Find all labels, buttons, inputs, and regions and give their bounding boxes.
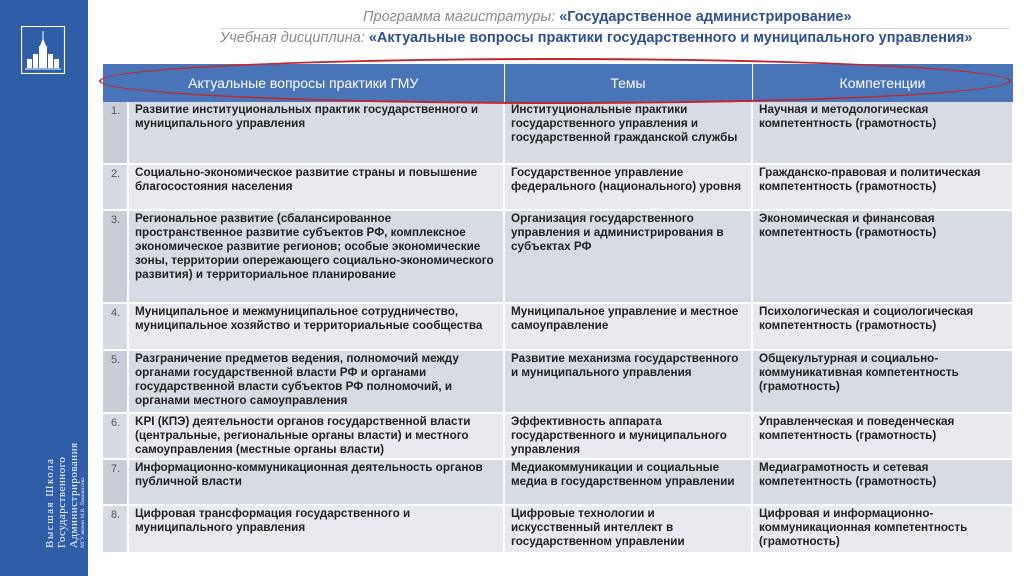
row-issue: Цифровая трансформация государственного и муниципального управления	[128, 505, 504, 553]
row-competence: Психологическая и социологическая компетентность (грамотность)	[752, 303, 1013, 350]
competence-table	[103, 64, 1014, 554]
school-line-3: Администрирования	[68, 442, 80, 548]
row-competence: Медиаграмотность и сетевая компетентность (грамотность)	[752, 459, 1013, 505]
school-name-vertical	[44, 428, 87, 548]
row-competence: Цифровая и информационно-коммуникационная компетентность (грамотность)	[752, 505, 1013, 553]
school-line-2: Государственного	[56, 456, 68, 548]
row-issue: Информационно-коммуникационная деятельность органов публичной власти	[128, 459, 504, 505]
discipline-name: «Актуальные вопросы практики государственного и муниципального управления»	[368, 30, 973, 46]
row-number: 8.	[103, 505, 128, 553]
table-row	[103, 413, 1013, 459]
row-issue: KPI (КПЭ) деятельности органов государственной власти (центральные, региональные органы власти) и местного самоуправления (местные органы власти)	[128, 413, 504, 459]
table-row	[103, 102, 1013, 164]
row-number: 2.	[103, 164, 128, 210]
row-competence: Экономическая и финансовая компетентность (грамотность)	[752, 210, 1013, 303]
program-title	[220, 9, 1010, 25]
row-number: 5.	[103, 350, 128, 413]
row-competence: Научная и методологическая компетентность (грамотность)	[752, 102, 1013, 164]
row-topic: Государственное управление федерального (национального) уровня	[504, 164, 752, 210]
header-competences: Компетенции	[752, 64, 1013, 102]
table-row	[103, 303, 1013, 350]
program-prefix: Программа магистратуры:	[363, 9, 560, 25]
row-competence: Управленческая и поведенческая компетентность (грамотность)	[752, 413, 1013, 459]
row-topic: Организация государственного управления и администрирования в субъектах РФ	[504, 210, 752, 303]
header-topics: Темы	[504, 64, 752, 102]
row-topic: Муниципальное управление и местное самоуправление	[504, 303, 752, 350]
sidebar	[0, 0, 88, 576]
row-issue: Развитие институциональных практик государственного и муниципального управления	[128, 102, 504, 164]
school-line-1: Высшая Школа	[44, 457, 56, 548]
row-number: 6.	[103, 413, 128, 459]
row-number: 4.	[103, 303, 128, 350]
row-issue: Разграничение предметов ведения, полномочий между органами государственной власти РФ и органами государственной власти субъектов РФ полномочий, и органами местного самоуправления	[128, 350, 504, 413]
row-number: 1.	[103, 102, 128, 164]
table-row	[103, 210, 1013, 303]
row-competence: Общекультурная и социально-коммуникативная компетентность (грамотность)	[752, 350, 1013, 413]
table-row	[103, 459, 1013, 505]
row-topic: Развитие механизма государственного и муниципального управления	[504, 350, 752, 413]
row-topic: Эффективность аппарата государственного и муниципального управления	[504, 413, 752, 459]
school-line-4: МГУ имени М.В. Ломоносова	[80, 477, 86, 548]
row-topic: Медиакоммуникации и социальные медиа в государственном управлении	[504, 459, 752, 505]
row-topic: Цифровые технологии и искусственный интеллект в государственном управлении	[504, 505, 752, 553]
table-row	[103, 350, 1013, 413]
row-competence: Гражданско-правовая и политическая компетентность (грамотность)	[752, 164, 1013, 210]
header-issues: Актуальные вопросы практики ГМУ	[103, 64, 504, 102]
discipline-prefix: Учебная дисциплина:	[220, 30, 369, 46]
row-number: 7.	[103, 459, 128, 505]
discipline-title	[220, 28, 1010, 46]
row-number: 3.	[103, 210, 128, 303]
row-issue: Региональное развитие (сбалансированное пространственное развитие субъектов РФ, комплексное экономическое развитие регионов; особые экономические зоны, территории опережающего социально-экономического развития) и территориальное планирование	[128, 210, 504, 303]
msu-building-logo-icon	[21, 26, 65, 74]
program-name: «Государственное администрирование»	[559, 9, 852, 25]
row-issue: Социально-экономическое развитие страны и повышение благосостояния населения	[128, 164, 504, 210]
row-issue: Муниципальное и межмуниципальное сотрудничество, муниципальное хозяйство и территориальные сообщества	[128, 303, 504, 350]
table-row	[103, 164, 1013, 210]
row-topic: Институциональные практики государственного управления и государственной гражданской службы	[504, 102, 752, 164]
table-row	[103, 505, 1013, 553]
table-header-row	[103, 64, 1013, 102]
